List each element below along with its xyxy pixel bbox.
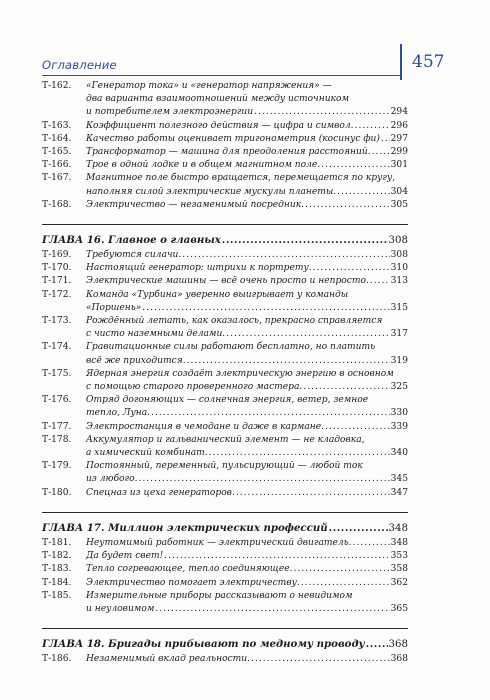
toc-entry[interactable] bbox=[42, 434, 408, 460]
entry-title-line: «Генератор тока» и «генератор напряжения» — bbox=[86, 81, 332, 91]
entry-body bbox=[86, 80, 408, 120]
entry-line bbox=[86, 381, 408, 394]
entry-title-line: Рождённый летать, как оказалось, прекрасно справляется bbox=[86, 316, 383, 327]
header-divider bbox=[400, 44, 402, 80]
entry-title-line: два варианта взаимоотношений между источником bbox=[86, 94, 349, 105]
entry-code: Т-176. bbox=[42, 395, 72, 406]
toc-entry[interactable] bbox=[42, 262, 408, 275]
toc-entry[interactable] bbox=[42, 563, 408, 576]
dot-leader bbox=[372, 146, 390, 159]
entry-line bbox=[86, 302, 408, 315]
entry-body bbox=[86, 653, 408, 666]
entry-title-line: Постоянный, переменный, пульсирующий — любой ток bbox=[86, 461, 363, 472]
toc-entry[interactable] bbox=[42, 590, 408, 616]
entry-title-line: Настоящий генератор: штрихи к портрету. bbox=[86, 263, 312, 274]
entry-line bbox=[86, 80, 408, 93]
entry-title-line: Электростанция в чемодане и даже в кармане. bbox=[86, 421, 325, 432]
entry-title-line: с помощью старого проверенного мастера. bbox=[86, 382, 303, 393]
chapter-page-number: 368 bbox=[388, 639, 408, 651]
dot-leader bbox=[355, 120, 390, 133]
dot-leader bbox=[187, 355, 390, 368]
entry-body bbox=[86, 249, 408, 262]
toc-entry[interactable] bbox=[42, 537, 408, 550]
entry-title-line: и неуловимом bbox=[86, 603, 155, 614]
toc-entry[interactable] bbox=[42, 289, 408, 315]
toc-entry[interactable] bbox=[42, 199, 408, 212]
dot-leader bbox=[151, 407, 390, 420]
chapter-line bbox=[42, 234, 408, 246]
toc-entry[interactable] bbox=[42, 275, 408, 288]
toc-entry[interactable] bbox=[42, 172, 408, 198]
entry-code: Т-180. bbox=[42, 487, 72, 498]
chapter-line bbox=[42, 638, 408, 650]
entry-title-line: Трое в одной лодке и в общем магнитном поле. bbox=[86, 160, 321, 171]
entry-page-number: 368 bbox=[390, 654, 408, 665]
entry-code: Т-171. bbox=[42, 276, 72, 287]
entry-title-line: с чисто наземными делами. bbox=[86, 329, 226, 340]
page-number: 457 bbox=[412, 52, 445, 72]
entry-line bbox=[86, 447, 408, 460]
chapter-line bbox=[42, 522, 408, 534]
entry-title-line: Тепло согревающее, тепло соединяющее. bbox=[86, 564, 293, 575]
chapter-title: ГЛАВА 18. Бригады прибывают по медному проводу bbox=[42, 638, 365, 651]
entry-body bbox=[86, 146, 408, 159]
entry-code: Т-175. bbox=[42, 368, 72, 379]
dot-leader bbox=[209, 447, 390, 460]
chapter-title: ГЛАВА 17. Миллион электрических профессий bbox=[42, 521, 328, 534]
entry-line bbox=[86, 328, 408, 341]
entry-page-number: 353 bbox=[390, 551, 408, 562]
dot-leader bbox=[301, 577, 390, 590]
entry-title-line: Электрические машины — всё очень просто и непросто. bbox=[86, 276, 369, 287]
entry-body bbox=[86, 262, 408, 275]
toc-entry[interactable] bbox=[42, 120, 408, 133]
entry-page-number: 330 bbox=[390, 408, 408, 419]
entry-code: Т-162. bbox=[42, 81, 72, 91]
entry-line bbox=[86, 394, 408, 407]
toc-entry[interactable] bbox=[42, 653, 408, 666]
dot-leader bbox=[381, 133, 390, 146]
entry-page-number: 339 bbox=[390, 421, 408, 432]
dot-leader bbox=[366, 638, 388, 650]
dot-leader bbox=[139, 473, 390, 486]
entry-line bbox=[86, 653, 408, 666]
entry-line bbox=[86, 460, 408, 473]
toc-entry[interactable] bbox=[42, 487, 408, 500]
entry-page-number: 317 bbox=[390, 329, 408, 340]
toc-entry[interactable] bbox=[42, 421, 408, 434]
entry-line bbox=[86, 159, 408, 172]
entry-page-number: 308 bbox=[390, 250, 408, 261]
entry-page-number: 347 bbox=[390, 487, 408, 498]
dot-leader bbox=[305, 199, 390, 212]
entry-title-line: Электричество — незаменимый посредник. bbox=[86, 199, 305, 210]
entry-title-line: Отряд догоняющих — солнечная энергия, ветер, земное bbox=[86, 395, 369, 406]
entry-page-number: 319 bbox=[390, 355, 408, 366]
entry-title-line: Аккумулятор и гальванический элемент — не кладовка, bbox=[86, 434, 365, 445]
entry-body bbox=[86, 590, 408, 616]
entry-line bbox=[86, 199, 408, 212]
toc-entry[interactable] bbox=[42, 394, 408, 420]
entry-line bbox=[86, 368, 408, 381]
dot-leader bbox=[142, 302, 389, 315]
toc-entry[interactable] bbox=[42, 249, 408, 262]
entry-title-line: Электричество помогает электричеству. bbox=[86, 577, 300, 588]
entry-page-number: 296 bbox=[390, 120, 408, 131]
entry-title-line: Качество работы оценивает тригонометрия (косинус фи) bbox=[86, 133, 380, 144]
entry-line bbox=[86, 537, 408, 550]
entry-code: Т-182. bbox=[42, 551, 72, 562]
entry-page-number: 294 bbox=[390, 107, 408, 118]
toc-entry[interactable] bbox=[42, 159, 408, 172]
entry-page-number: 313 bbox=[390, 276, 408, 287]
page-header bbox=[28, 44, 466, 70]
entry-code: Т-186. bbox=[42, 654, 72, 665]
entry-code: Т-163. bbox=[42, 120, 72, 131]
entry-title-line: «Поршень» bbox=[86, 302, 142, 313]
entry-body bbox=[86, 487, 408, 500]
entry-body bbox=[86, 563, 408, 576]
entry-body bbox=[86, 172, 408, 198]
entry-title-line: из любого. bbox=[86, 474, 138, 485]
toc-entry[interactable] bbox=[42, 146, 408, 159]
entry-title-line: Спецназ из цеха генераторов. bbox=[86, 487, 235, 498]
dot-leader bbox=[182, 249, 389, 262]
entry-body bbox=[86, 421, 408, 434]
entry-code: Т-183. bbox=[42, 564, 72, 575]
toc-entry[interactable] bbox=[42, 80, 408, 120]
entry-title-line: а химический комбинат. bbox=[86, 448, 208, 459]
dot-leader bbox=[321, 159, 389, 172]
entry-page-number: 325 bbox=[390, 382, 408, 393]
entry-title-line: Ядерная энергия создаёт электрическую энергию в основном bbox=[86, 368, 394, 379]
entry-body bbox=[86, 289, 408, 315]
entry-title-line: наполняя силой электрические мускулы планеты. bbox=[86, 186, 337, 197]
toc-entry[interactable] bbox=[42, 133, 408, 146]
entry-code: Т-173. bbox=[42, 316, 72, 327]
entry-line bbox=[86, 106, 408, 119]
dot-leader bbox=[313, 262, 390, 275]
running-head-title: Оглавление bbox=[42, 58, 117, 72]
entry-title-line: Да будет свет! bbox=[86, 551, 164, 562]
entry-line bbox=[86, 473, 408, 486]
table-of-contents bbox=[42, 80, 408, 666]
chapter-heading[interactable] bbox=[42, 512, 408, 534]
dot-leader bbox=[251, 653, 390, 666]
chapter-page-number: 308 bbox=[388, 235, 408, 247]
entry-line bbox=[86, 133, 408, 146]
entry-line bbox=[86, 186, 408, 199]
entry-page-number: 340 bbox=[390, 448, 408, 459]
entry-line bbox=[86, 315, 408, 328]
dot-leader bbox=[337, 186, 389, 199]
entry-page-number: 299 bbox=[390, 147, 408, 158]
entry-title-line: Гравитационные силы работают бесплатно, но платить bbox=[86, 342, 376, 353]
entry-page-number: 348 bbox=[390, 537, 408, 548]
entry-page-number: 362 bbox=[390, 577, 408, 588]
entry-code: Т-174. bbox=[42, 342, 72, 353]
entry-line bbox=[86, 563, 408, 576]
entry-line bbox=[86, 487, 408, 500]
entry-code: Т-185. bbox=[42, 590, 72, 601]
entry-body bbox=[86, 199, 408, 212]
entry-line bbox=[86, 172, 408, 185]
entry-line bbox=[86, 249, 408, 262]
entry-page-number: 358 bbox=[390, 564, 408, 575]
entry-page-number: 305 bbox=[390, 199, 408, 210]
toc-entry[interactable] bbox=[42, 315, 408, 341]
toc-entry[interactable] bbox=[42, 460, 408, 486]
dot-leader bbox=[370, 275, 390, 288]
entry-line bbox=[86, 289, 408, 302]
toc-entry[interactable] bbox=[42, 341, 408, 367]
entry-title-line: Коэффициент полезного действия — цифра и символ. bbox=[86, 120, 354, 131]
entry-page-number: 297 bbox=[390, 133, 408, 144]
entry-title-line: Измерительные приборы рассказывают о невидимом bbox=[86, 590, 353, 601]
entry-body bbox=[86, 577, 408, 590]
entry-line bbox=[86, 603, 408, 616]
entry-line bbox=[86, 421, 408, 434]
entry-code: Т-181. bbox=[42, 537, 72, 548]
entry-line bbox=[86, 577, 408, 590]
entry-code: Т-172. bbox=[42, 289, 72, 300]
entry-page-number: 310 bbox=[390, 263, 408, 274]
entry-line bbox=[86, 355, 408, 368]
dot-leader bbox=[226, 328, 389, 341]
entry-line bbox=[86, 407, 408, 420]
entry-page-number: 345 bbox=[390, 474, 408, 485]
entry-code: Т-164. bbox=[42, 133, 72, 144]
dot-leader bbox=[294, 563, 390, 576]
entry-body bbox=[86, 315, 408, 341]
entry-page-number: 365 bbox=[390, 603, 408, 614]
toc-entry[interactable] bbox=[42, 550, 408, 563]
entry-line bbox=[86, 590, 408, 603]
dot-leader bbox=[254, 106, 390, 119]
dot-leader bbox=[155, 603, 389, 616]
entry-line bbox=[86, 93, 408, 106]
entry-line bbox=[86, 262, 408, 275]
toc-entry[interactable] bbox=[42, 577, 408, 590]
header-rule bbox=[42, 75, 402, 76]
entry-body bbox=[86, 275, 408, 288]
entry-code: Т-179. bbox=[42, 461, 72, 472]
entry-title-line: Магнитное поле быстро вращается, перемещается по кругу, bbox=[86, 173, 396, 184]
dot-leader bbox=[353, 537, 390, 550]
entry-code: Т-169. bbox=[42, 250, 72, 261]
dot-leader bbox=[164, 550, 389, 563]
entry-body bbox=[86, 133, 408, 146]
chapter-title: ГЛАВА 16. Главное о главных bbox=[42, 234, 221, 247]
entry-title-line: тепло, Луна. bbox=[86, 408, 151, 419]
entry-title-line: Трансформатор — машина для преодоления расстояний. bbox=[86, 147, 371, 158]
entry-page-number: 301 bbox=[390, 160, 408, 171]
toc-entry[interactable] bbox=[42, 368, 408, 394]
entry-body bbox=[86, 460, 408, 486]
entry-code: Т-184. bbox=[42, 577, 72, 588]
dot-leader bbox=[329, 522, 388, 534]
dot-leader bbox=[222, 234, 388, 246]
entry-code: Т-168. bbox=[42, 199, 72, 210]
entry-line bbox=[86, 146, 408, 159]
entry-code: Т-170. bbox=[42, 263, 72, 274]
entry-line bbox=[86, 434, 408, 447]
entry-code: Т-178. bbox=[42, 434, 72, 445]
entry-body bbox=[86, 394, 408, 420]
entry-title-line: Требуются силачи. bbox=[86, 250, 182, 261]
entry-title-line: и потребителем электроэнергии bbox=[86, 107, 254, 118]
entry-title-line: Команда «Турбина» уверенно выигрывает у команды bbox=[86, 289, 349, 300]
chapter-heading[interactable] bbox=[42, 224, 408, 246]
entry-body bbox=[86, 120, 408, 133]
entry-title-line: Незаменимый вклад реальности. bbox=[86, 654, 251, 665]
entry-line bbox=[86, 275, 408, 288]
entry-title-line: Неутомимый работник — электрический двигатель. bbox=[86, 537, 352, 548]
entry-line bbox=[86, 550, 408, 563]
dot-leader bbox=[236, 487, 390, 500]
entry-code: Т-165. bbox=[42, 147, 72, 158]
dot-leader bbox=[303, 381, 389, 394]
entry-code: Т-167. bbox=[42, 173, 72, 184]
entry-title-line: всё же приходится. bbox=[86, 355, 186, 366]
entry-body bbox=[86, 434, 408, 460]
entry-page-number: 315 bbox=[390, 302, 408, 313]
entry-body bbox=[86, 368, 408, 394]
entry-line bbox=[86, 341, 408, 354]
entry-body bbox=[86, 159, 408, 172]
entry-code: Т-166. bbox=[42, 160, 72, 171]
dot-leader bbox=[325, 421, 390, 434]
entry-body bbox=[86, 341, 408, 367]
entry-body bbox=[86, 537, 408, 550]
entry-page-number: 304 bbox=[390, 186, 408, 197]
chapter-page-number: 348 bbox=[388, 522, 408, 534]
entry-body bbox=[86, 550, 408, 563]
chapter-heading[interactable] bbox=[42, 628, 408, 650]
entry-code: Т-177. bbox=[42, 421, 72, 432]
entry-line bbox=[86, 120, 408, 133]
